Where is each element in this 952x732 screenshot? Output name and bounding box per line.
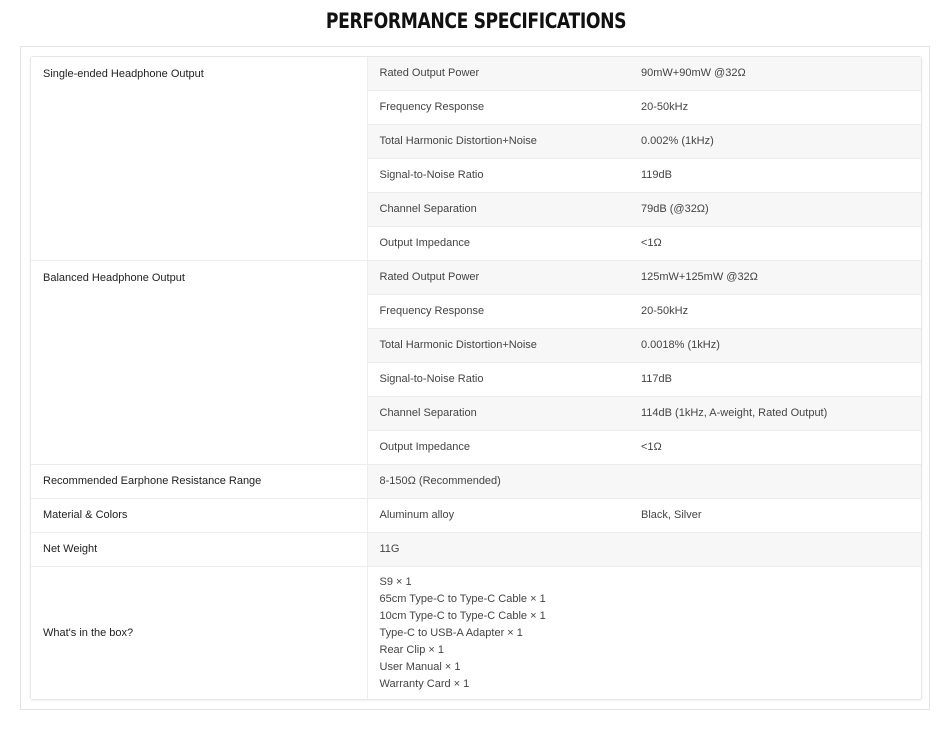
spec-key: Channel Separation (367, 193, 629, 227)
spec-value: 125mW+125mW @32Ω (629, 261, 921, 295)
spec-key: Total Harmonic Distortion+Noise (367, 125, 629, 159)
spec-value (629, 465, 921, 499)
label-material-colors: Material & Colors (31, 499, 367, 533)
list-item: 10cm Type-C to Type-C Cable × 1 (379, 610, 546, 622)
spec-row (31, 499, 921, 533)
list-item: 65cm Type-C to Type-C Cable × 1 (379, 593, 546, 605)
spec-value: 20-50kHz (629, 91, 921, 125)
page-title: PERFORMANCE SPECIFICATIONS (325, 9, 627, 33)
spec-value (629, 533, 921, 567)
list-item: S9 × 1 (379, 576, 412, 588)
label-whats-in-box: What's in the box? (31, 567, 367, 700)
spec-value: <1Ω (629, 227, 921, 261)
spec-row (31, 261, 921, 295)
label-resistance-range: Recommended Earphone Resistance Range (31, 465, 367, 499)
section-label-single-ended: Single-ended Headphone Output (31, 57, 367, 261)
spec-key: Rated Output Power (367, 261, 629, 295)
spec-key: 8-150Ω (Recommended) (367, 465, 629, 499)
box-row (31, 567, 921, 700)
spec-row (31, 57, 921, 91)
list-item: User Manual × 1 (379, 661, 461, 673)
spec-key: Signal-to-Noise Ratio (367, 363, 629, 397)
spec-value: 114dB (1kHz, A-weight, Rated Output) (629, 397, 921, 431)
spec-key: Aluminum alloy (367, 499, 629, 533)
list-item: Rear Clip × 1 (379, 644, 445, 656)
spec-key: Total Harmonic Distortion+Noise (367, 329, 629, 363)
section-label-balanced: Balanced Headphone Output (31, 261, 367, 465)
spec-value: 0.0018% (1kHz) (629, 329, 921, 363)
spec-table (30, 56, 922, 700)
spec-value: Black, Silver (629, 499, 921, 533)
list-item: Type-C to USB-A Adapter × 1 (379, 627, 523, 639)
spec-row (31, 465, 921, 499)
spec-value: 117dB (629, 363, 921, 397)
spec-key: 11G (367, 533, 629, 567)
list-item: Warranty Card × 1 (379, 678, 470, 690)
spec-key: Frequency Response (367, 295, 629, 329)
spec-key: Frequency Response (367, 91, 629, 125)
box-contents-list (367, 567, 921, 700)
spec-value: 119dB (629, 159, 921, 193)
spec-key: Output Impedance (367, 227, 629, 261)
spec-key: Channel Separation (367, 397, 629, 431)
spec-value: 90mW+90mW @32Ω (629, 57, 921, 91)
label-net-weight: Net Weight (31, 533, 367, 567)
spec-value: 79dB (@32Ω) (629, 193, 921, 227)
spec-value: <1Ω (629, 431, 921, 465)
spec-value: 0.002% (1kHz) (629, 125, 921, 159)
spec-key: Rated Output Power (367, 57, 629, 91)
spec-value: 20-50kHz (629, 295, 921, 329)
spec-key: Signal-to-Noise Ratio (367, 159, 629, 193)
spec-row (31, 533, 921, 567)
spec-key: Output Impedance (367, 431, 629, 465)
